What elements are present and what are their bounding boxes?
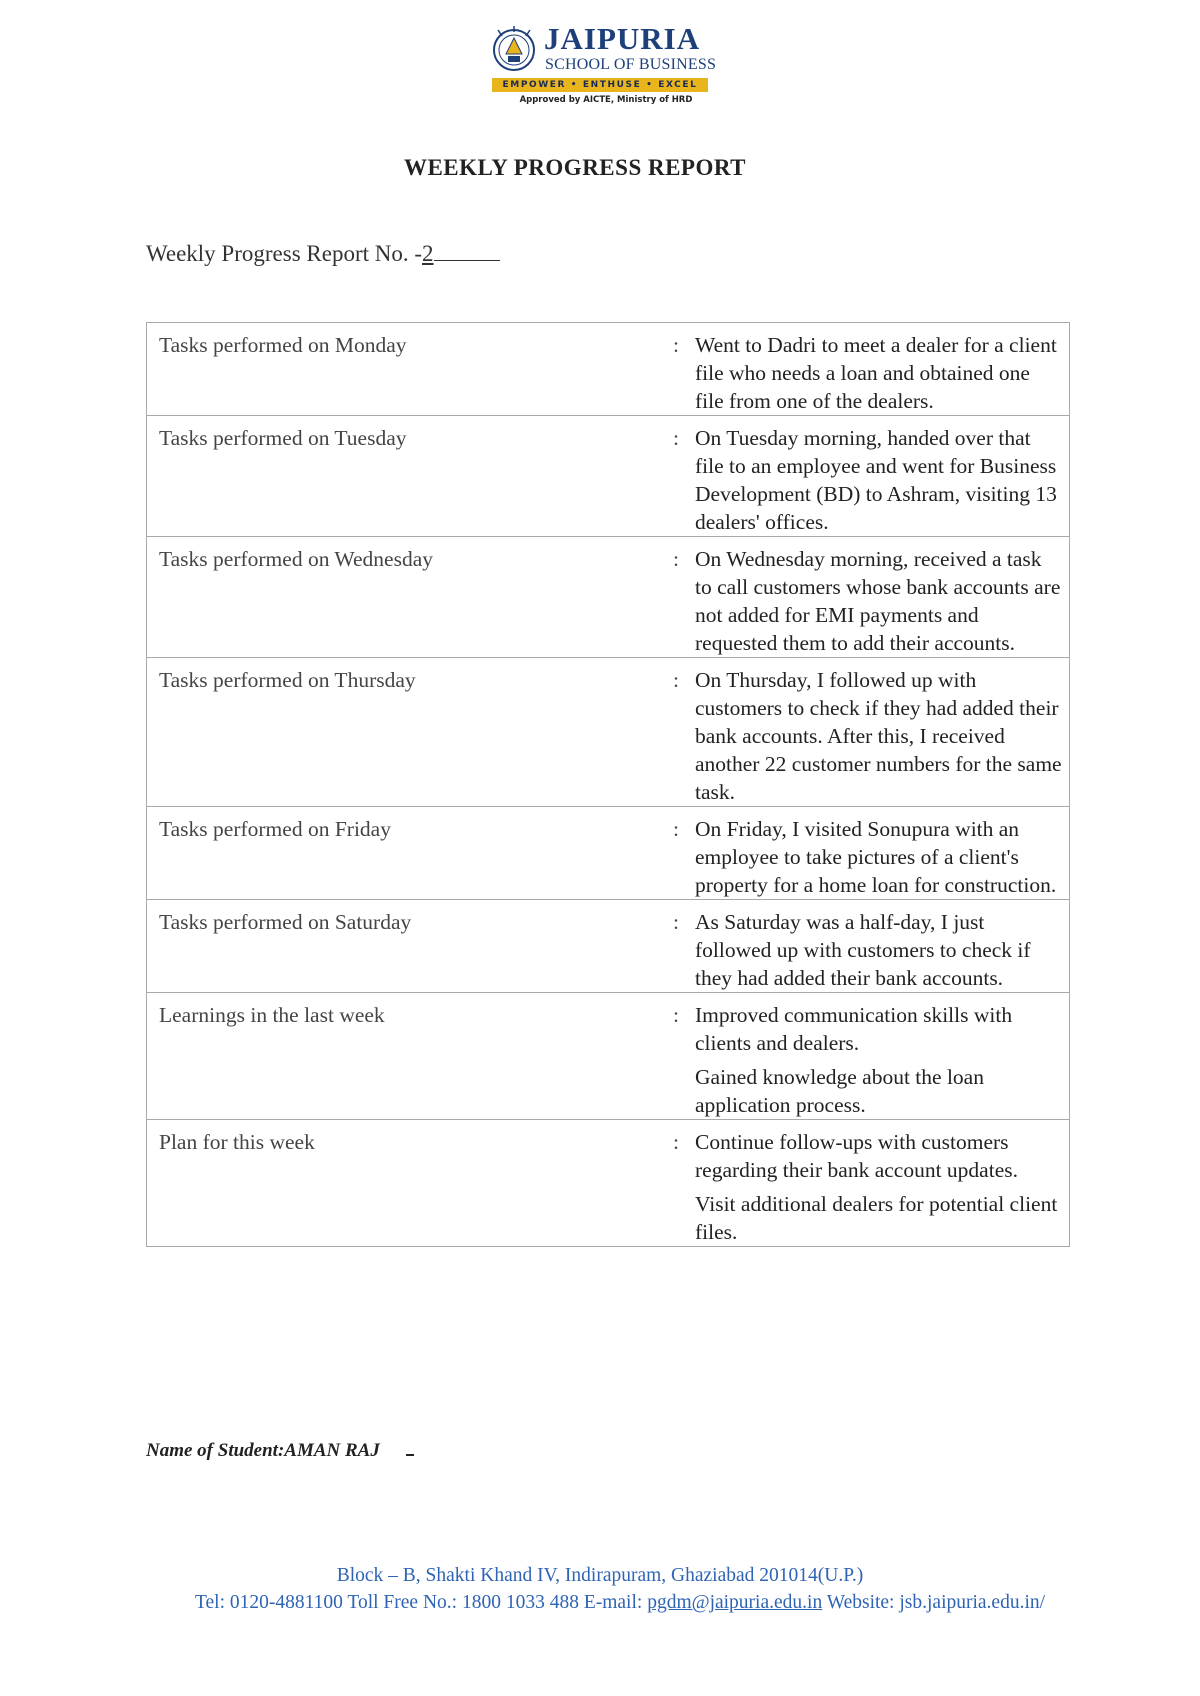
row-value-paragraph: On Wednesday morning, received a task to call customers whose bank accounts are not added for EMI payments and requested them to add their accounts. <box>695 547 1061 655</box>
approval-note: Approved by AICTE, Ministry of HRD <box>519 95 693 105</box>
row-colon: : <box>673 807 695 900</box>
crest-emblem-icon <box>492 24 536 76</box>
student-name-label: Name of Student: <box>146 1440 285 1461</box>
table-row <box>147 1120 1070 1247</box>
row-label: Tasks performed on Wednesday <box>147 537 674 658</box>
row-value <box>695 1120 1070 1247</box>
footer-website[interactable]: jsb.jaipuria.edu.in/ <box>899 1592 1046 1613</box>
jaipuria-logo <box>488 22 718 108</box>
row-label: Plan for this week <box>147 1120 674 1247</box>
table-row <box>147 323 1070 416</box>
row-value-paragraph: Continue follow-ups with customers regarding their bank account updates. <box>695 1130 1018 1182</box>
row-label: Tasks performed on Saturday <box>147 900 674 993</box>
page-title: WEEKLY PROGRESS REPORT <box>403 155 747 180</box>
row-value-paragraph: Improved communication skills with clients and dealers. <box>695 1003 1013 1055</box>
report-number-value: 2 <box>422 241 434 266</box>
row-colon: : <box>673 1120 695 1247</box>
row-value <box>695 900 1070 993</box>
table-row <box>147 900 1070 993</box>
table-row <box>147 537 1070 658</box>
report-number-label: Weekly Progress Report No. - <box>146 241 423 266</box>
student-name-value: AMAN RAJ <box>284 1440 380 1461</box>
row-value-paragraph: As Saturday was a half-day, I just followed up with customers to check if they had added their bank accounts. <box>695 910 1031 990</box>
row-colon: : <box>673 537 695 658</box>
row-value <box>695 416 1070 537</box>
table-row <box>147 658 1070 807</box>
table-row <box>147 993 1070 1120</box>
row-label: Tasks performed on Thursday <box>147 658 674 807</box>
row-value <box>695 323 1070 416</box>
row-value <box>695 807 1070 900</box>
row-colon: : <box>673 900 695 993</box>
row-colon: : <box>673 416 695 537</box>
footer-contact <box>20 1592 1200 1614</box>
row-label: Tasks performed on Friday <box>147 807 674 900</box>
footer-website-label: Website: <box>822 1592 900 1613</box>
table-row <box>147 807 1070 900</box>
student-name-line <box>146 1440 414 1462</box>
progress-table-body <box>147 323 1070 1247</box>
row-value-paragraph: On Tuesday morning, handed over that file to an employee and went for Business Development (BD) to Ashram, visiting 13 dealers' offices. <box>695 426 1057 534</box>
row-value-paragraph: On Friday, I visited Sonupura with an employee to take pictures of a client's property for a home loan for construction. <box>695 817 1057 897</box>
row-value <box>695 658 1070 807</box>
row-value-paragraph: Went to Dadri to meet a dealer for a client file who needs a loan and obtained one file from one of the dealers. <box>695 333 1057 413</box>
footer-address: Block – B, Shakti Khand IV, Indirapuram, Ghaziabad 201014(U.P.) <box>336 1565 864 1586</box>
row-colon: : <box>673 658 695 807</box>
row-value-paragraph: Visit additional dealers for potential client files. <box>695 1192 1058 1244</box>
report-number-line <box>146 240 500 267</box>
report-number-blank <box>434 240 500 261</box>
progress-table <box>146 322 1070 1247</box>
row-value <box>695 993 1070 1120</box>
row-value-paragraph: On Thursday, I followed up with customers to check if they had added their bank accounts. After this, I received another 22 customer numbers for the same task. <box>695 668 1062 804</box>
table-row <box>147 416 1070 537</box>
footer-email-link[interactable]: pgdm@jaipuria.edu.in <box>647 1592 823 1613</box>
row-label: Tasks performed on Monday <box>147 323 674 416</box>
brand-name: JAIPURIA <box>544 21 701 56</box>
row-label: Tasks performed on Tuesday <box>147 416 674 537</box>
brand-subtitle: SCHOOL OF BUSINESS <box>545 56 717 73</box>
student-name-underline <box>406 1442 414 1456</box>
row-value <box>695 537 1070 658</box>
row-label: Learnings in the last week <box>147 993 674 1120</box>
row-colon: : <box>673 323 695 416</box>
brand-tagline: EMPOWER • ENTHUSE • EXCEL <box>492 78 708 92</box>
footer-contact-text: Tel: 0120-4881100 Toll Free No.: 1800 1033 488 E-mail: <box>194 1592 648 1613</box>
row-colon: : <box>673 993 695 1120</box>
row-value-paragraph: Gained knowledge about the loan application process. <box>695 1065 984 1117</box>
